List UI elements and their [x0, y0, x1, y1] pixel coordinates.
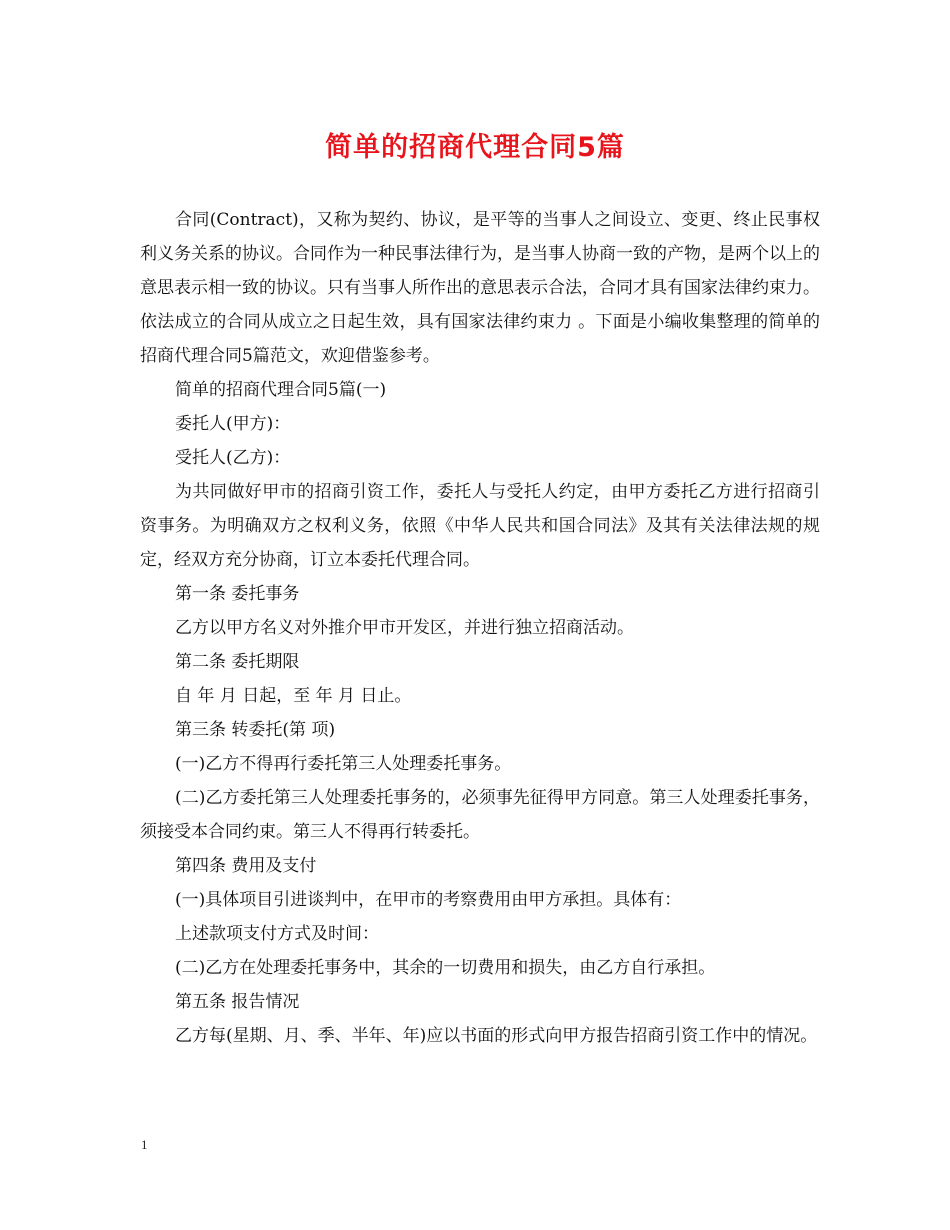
party-b-line: 受托人(乙方)： — [175, 448, 291, 468]
document-title: 简单的招商代理合同5篇 — [325, 132, 625, 163]
article-1-text: 乙方以甲方名义对外推介甲市开发区，并进行独立招商活动。 — [175, 618, 634, 638]
article-3-item-2: (二)乙方委托第三人处理委托事务的，必须事先征得甲方同意。第三人处理委托事务，须接受本合同约束。第三人不得再行转委托。 — [140, 788, 820, 842]
article-4-heading: 第四条 费用及支付 — [175, 856, 317, 876]
article-4-item-1: (一)具体项目引进谈判中，在甲市的考察费用由甲方承担。具体有： — [175, 890, 682, 910]
page-number: 1 — [141, 1137, 148, 1152]
preamble-paragraph: 为共同做好甲市的招商引资工作，委托人与受托人约定，由甲方委托乙方进行招商引资事务。为明确双方之权利义务，依照《中华人民共和国合同法》及其有关法律法规的规定，经双方充分协商，订立本委托代理合同。 — [140, 482, 820, 570]
article-2-text: 自 年 月 日起，至 年 月 日止。 — [175, 686, 412, 706]
article-5-heading: 第五条 报告情况 — [175, 992, 300, 1012]
article-4-payment-line: 上述款项支付方式及时间： — [175, 924, 379, 944]
party-a-line: 委托人(甲方)： — [175, 414, 291, 434]
section-heading-contract-one: 简单的招商代理合同5篇(一) — [175, 380, 387, 400]
article-3-heading: 第三条 转委托(第 项) — [175, 720, 336, 740]
article-3-item-1: (一)乙方不得再行委托第三人处理委托事务。 — [175, 754, 512, 774]
article-2-heading: 第二条 委托期限 — [175, 652, 300, 672]
intro-paragraph: 合同(Contract)，又称为契约、协议，是平等的当事人之间设立、变更、终止民事权利义务关系的协议。合同作为一种民事法律行为，是当事人协商一致的产物，是两个以上的意思表示相一致的协议。只有当事人所作出的意思表示合法，合同才具有国家法律约束力。依法成立的合同从成立之日起生效，具有国家法律约束力 。下面是小编收集整理的简单的招商代理合同5篇范文，欢迎借鉴参考。 — [140, 210, 820, 366]
article-5-text: 乙方每(星期、月、季、半年、年)应以书面的形式向甲方报告招商引资工作中的情况。 — [175, 1026, 818, 1046]
article-1-heading: 第一条 委托事务 — [175, 584, 300, 604]
document-body — [140, 203, 820, 1053]
article-4-item-2: (二)乙方在处理委托事务中，其余的一切费用和损失，由乙方自行承担。 — [175, 958, 716, 978]
